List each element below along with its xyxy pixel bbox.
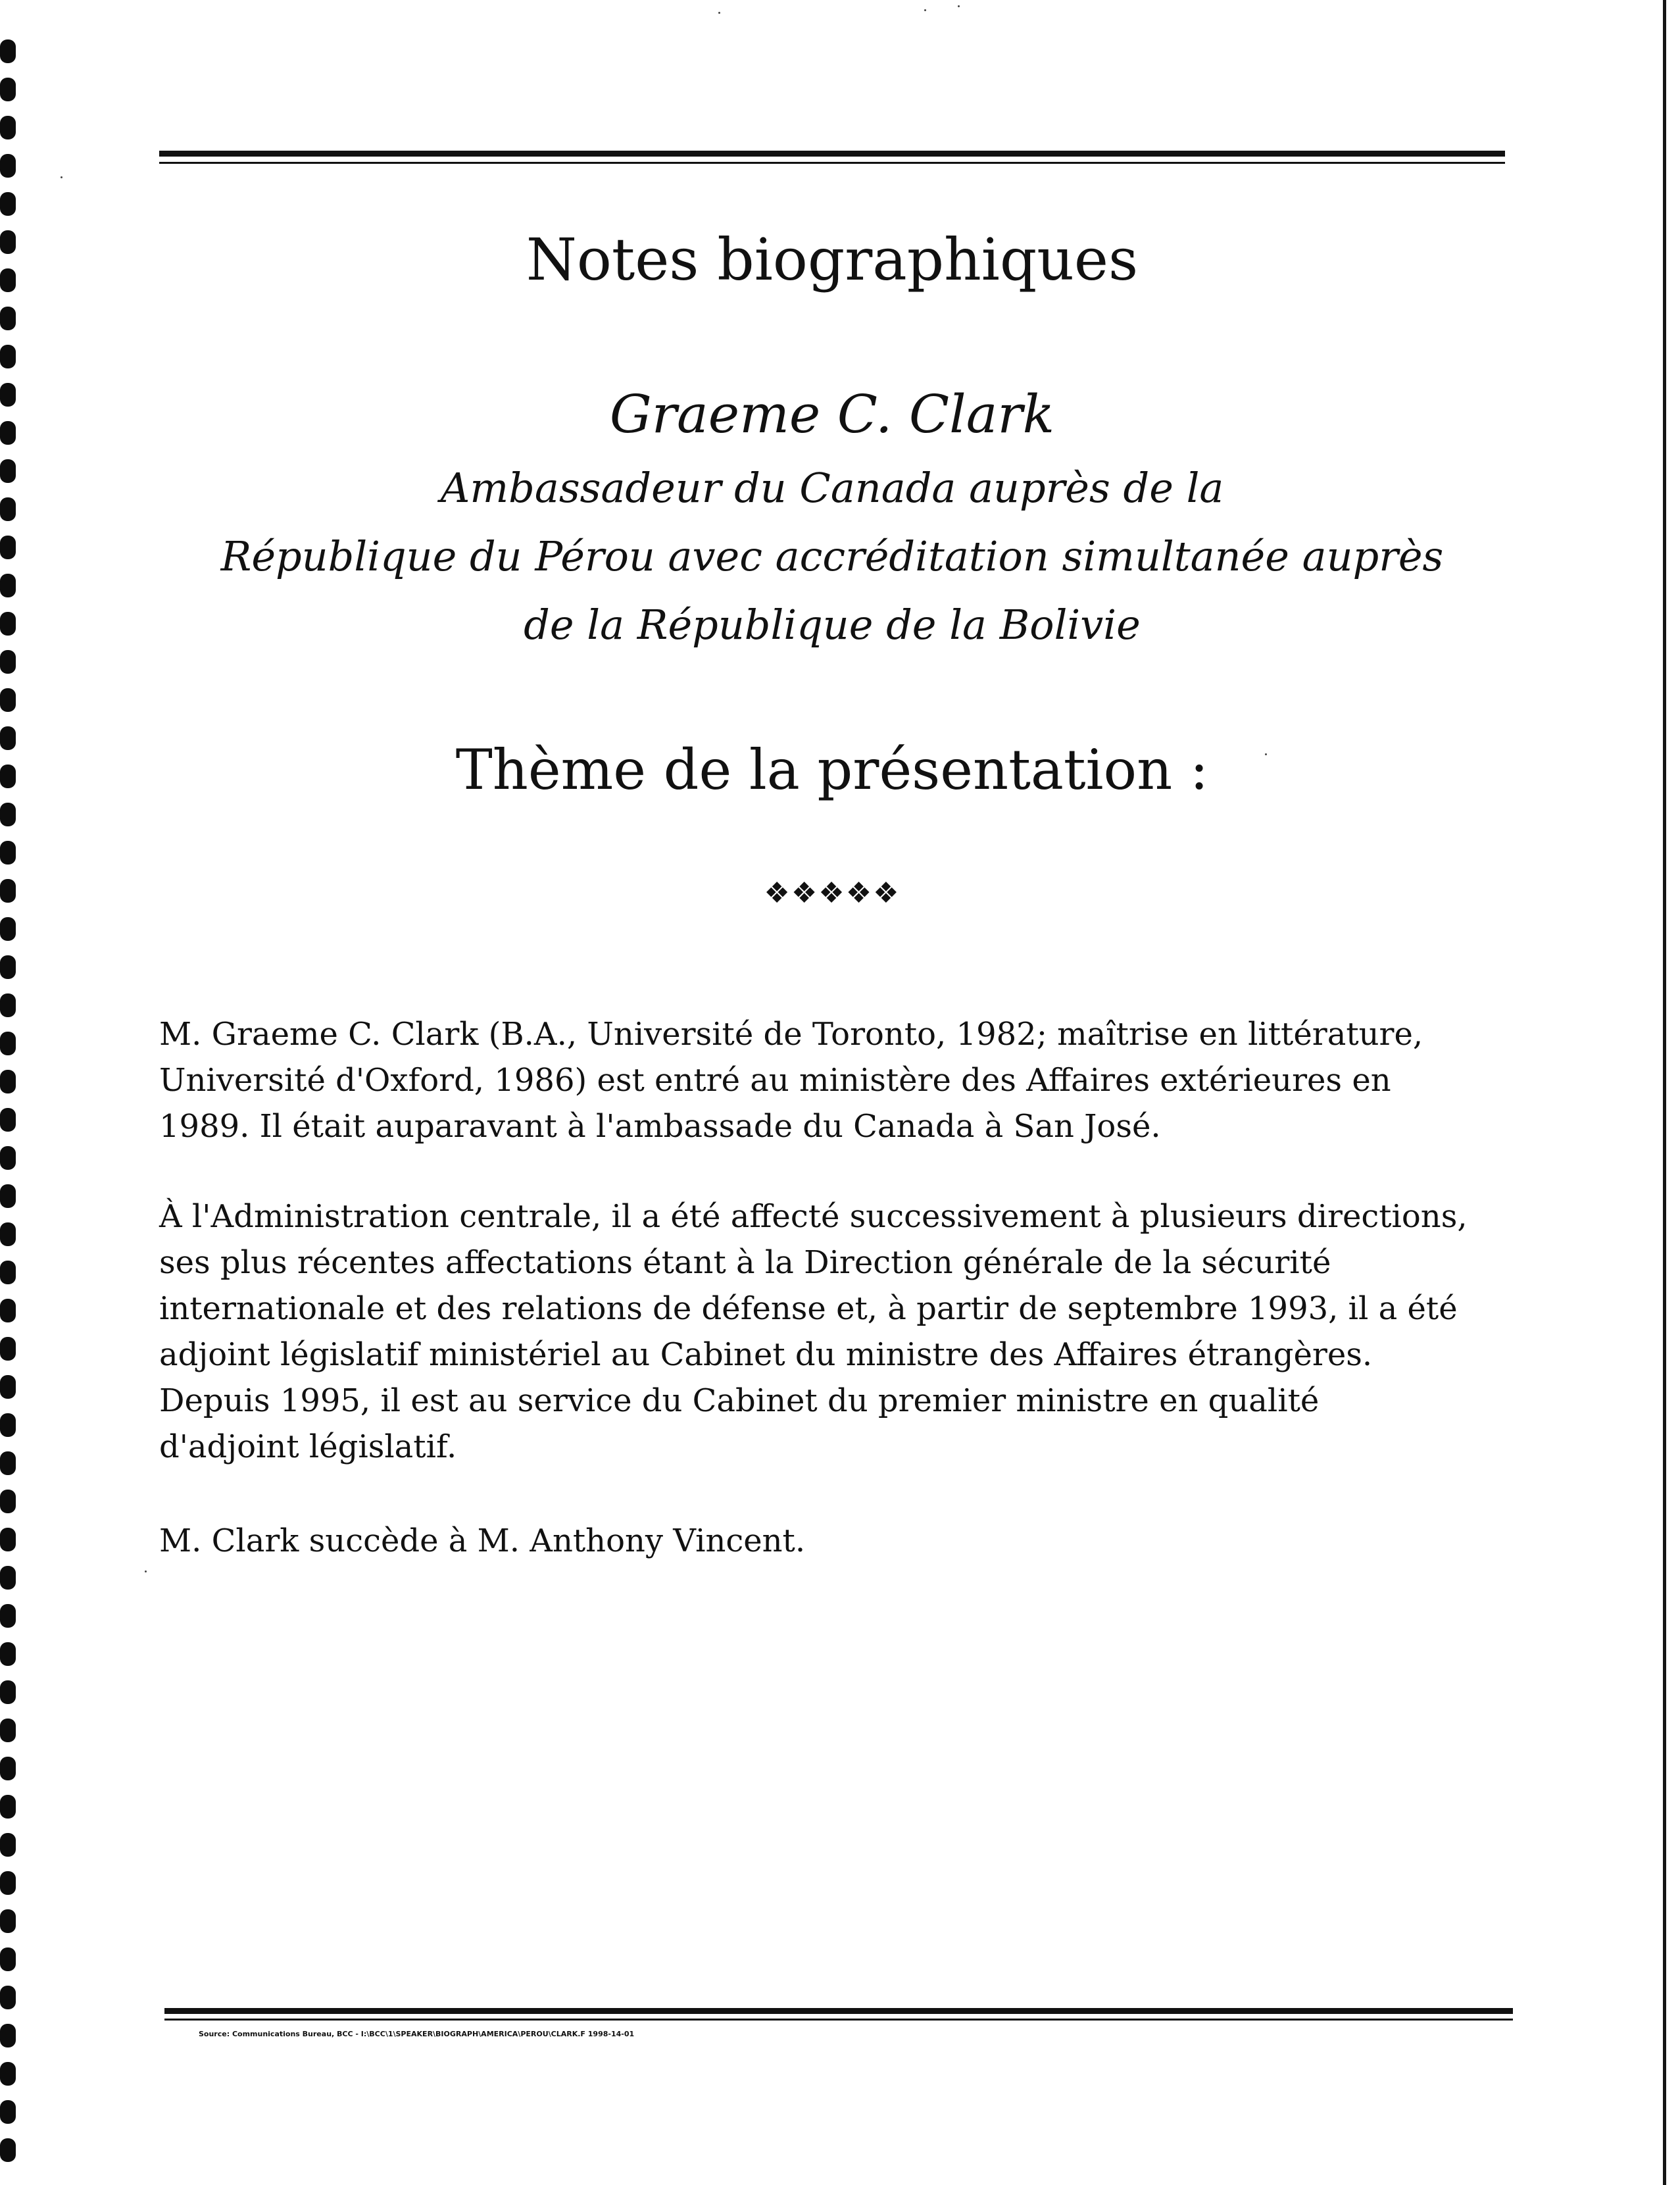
scan-speck xyxy=(718,12,720,14)
binding-hole xyxy=(0,1528,16,1551)
position-line: Ambassadeur du Canada auprès de la xyxy=(440,464,1224,512)
top-rule xyxy=(159,151,1505,157)
page-title: Notes biographiques xyxy=(526,226,1139,293)
position-line: République du Pérou avec accréditation simultanée auprès xyxy=(220,532,1444,580)
binding-hole xyxy=(0,268,16,292)
paragraph-line: adjoint législatif ministériel au Cabinet du ministre des Affaires étrangères. xyxy=(159,1336,1373,1373)
page-edge xyxy=(1663,0,1666,2185)
binding-hole xyxy=(0,765,16,788)
binding-hole xyxy=(0,1375,16,1399)
binding-hole xyxy=(0,1680,16,1704)
binding-hole xyxy=(0,1795,16,1819)
scan-speck xyxy=(61,176,62,178)
binding-hole xyxy=(0,688,16,712)
ornament-divider: ❖❖❖❖❖ xyxy=(764,876,901,910)
binding-hole xyxy=(0,955,16,979)
binding-hole xyxy=(0,612,16,636)
binding-hole xyxy=(0,1909,16,1933)
binding-hole xyxy=(0,2138,16,2162)
scan-speck xyxy=(1265,753,1267,755)
binding-hole xyxy=(0,116,16,139)
binding-hole xyxy=(0,1299,16,1322)
binding-hole xyxy=(0,78,16,101)
binding-hole xyxy=(0,154,16,178)
paragraph-line: Depuis 1995, il est au service du Cabinet du premier ministre en qualité xyxy=(159,1382,1320,1419)
binding-hole xyxy=(0,1604,16,1628)
paragraph-line: internationale et des relations de défense et, à partir de septembre 1993, il a été xyxy=(159,1290,1458,1327)
binding-hole xyxy=(0,2100,16,2124)
binding-hole xyxy=(0,917,16,941)
paragraph-line: Université d'Oxford, 1986) est entré au ministère des Affaires extérieures en xyxy=(159,1062,1391,1099)
binding-hole xyxy=(0,1451,16,1475)
binding-hole xyxy=(0,230,16,254)
binding-hole xyxy=(0,1719,16,1742)
binding-hole xyxy=(0,307,16,330)
paragraph-line: 1989. Il était auparavant à l'ambassade du Canada à San José. xyxy=(159,1108,1161,1145)
binding-hole xyxy=(0,1757,16,1780)
binding-hole xyxy=(0,192,16,216)
binding-hole xyxy=(0,459,16,483)
biography-paragraph xyxy=(159,1011,1541,1149)
binding-hole xyxy=(0,383,16,407)
binding-hole xyxy=(0,536,16,559)
person-name: Graeme C. Clark xyxy=(609,384,1055,445)
paragraph-line: M. Clark succède à M. Anthony Vincent. xyxy=(159,1522,806,1559)
binding-hole xyxy=(0,650,16,674)
binding-hole xyxy=(0,1871,16,1895)
binding-hole xyxy=(0,2062,16,2086)
source-note: Source: Communications Bureau, BCC - I:\BCC\1\SPEAKER\BIOGRAPH\AMERICA\PEROU\CLARK.F 1998-14-01 xyxy=(199,2030,635,2038)
binding-hole xyxy=(0,1184,16,1208)
position-line: de la République de la Bolivie xyxy=(524,601,1141,649)
binding-hole xyxy=(0,1986,16,2009)
binding-hole xyxy=(0,993,16,1017)
scan-speck xyxy=(924,9,926,11)
theme-heading: Thème de la présentation : xyxy=(455,738,1209,802)
paragraph-line: M. Graeme C. Clark (B.A., Université de Toronto, 1982; maîtrise en littérature, xyxy=(159,1016,1423,1053)
paragraph-line: d'adjoint législatif. xyxy=(159,1428,457,1465)
binding-hole xyxy=(0,841,16,865)
paragraph-line: À l'Administration centrale, il a été affecté successivement à plusieurs directions, xyxy=(159,1198,1468,1235)
paragraph-line: ses plus récentes affectations étant à la Direction générale de la sécurité xyxy=(159,1244,1331,1281)
binding-hole xyxy=(0,1222,16,1246)
binding-holes xyxy=(0,39,20,2185)
top-rule-thin xyxy=(159,162,1505,164)
binding-hole xyxy=(0,1566,16,1590)
succession-paragraph xyxy=(159,1518,1541,1564)
binding-hole xyxy=(0,803,16,826)
scan-speck xyxy=(145,1570,147,1572)
binding-hole xyxy=(0,1337,16,1361)
binding-hole xyxy=(0,574,16,597)
binding-hole xyxy=(0,879,16,903)
binding-hole xyxy=(0,1947,16,1971)
binding-hole xyxy=(0,39,16,63)
binding-hole xyxy=(0,497,16,521)
binding-hole xyxy=(0,1833,16,1857)
scan-speck xyxy=(958,5,960,7)
career-paragraph xyxy=(159,1193,1541,1470)
binding-hole xyxy=(0,726,16,750)
bottom-rule xyxy=(164,2008,1513,2014)
binding-hole xyxy=(0,1146,16,1170)
binding-hole xyxy=(0,1413,16,1437)
binding-hole xyxy=(0,2024,16,2047)
position-title xyxy=(159,454,1505,659)
binding-hole xyxy=(0,1070,16,1093)
binding-hole xyxy=(0,1490,16,1513)
binding-hole xyxy=(0,421,16,445)
binding-hole xyxy=(0,345,16,368)
binding-hole xyxy=(0,1108,16,1132)
bottom-rule-thin xyxy=(164,2019,1513,2021)
binding-hole xyxy=(0,1032,16,1055)
binding-hole xyxy=(0,1261,16,1284)
binding-hole xyxy=(0,1642,16,1666)
